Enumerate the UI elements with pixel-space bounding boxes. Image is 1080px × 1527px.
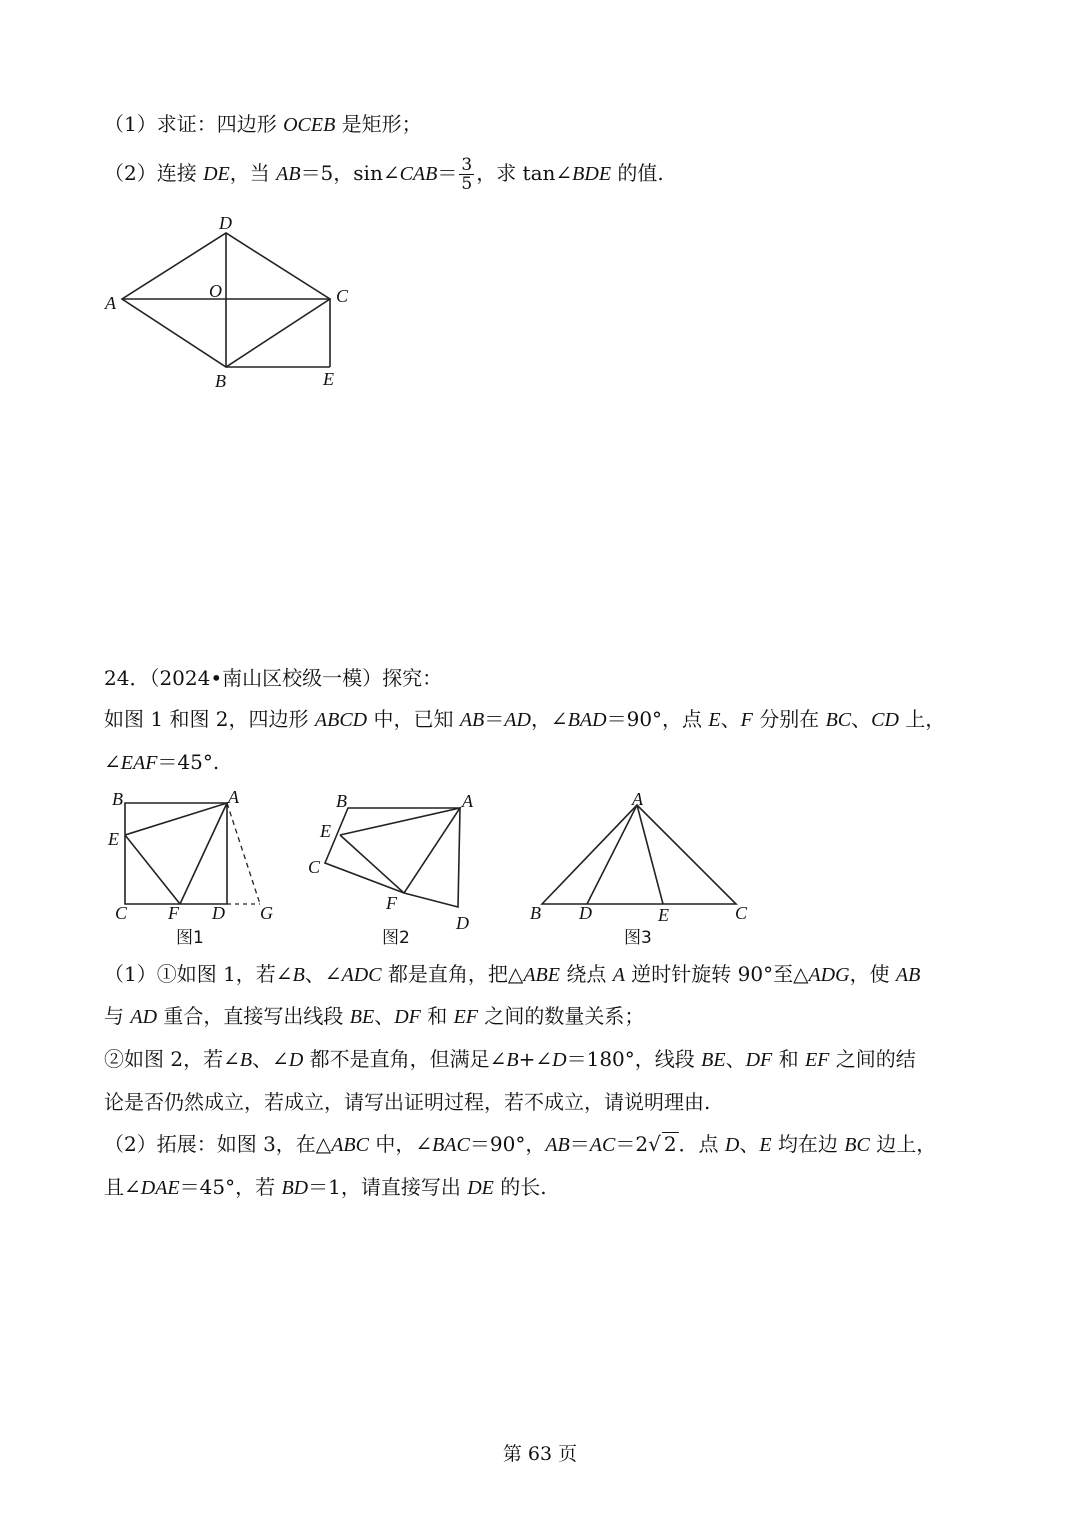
segment-ef bbox=[340, 835, 404, 893]
fig2-label-a: A bbox=[462, 791, 473, 811]
fig3-caption: 图3 bbox=[624, 928, 652, 948]
q24-figure-3 bbox=[520, 785, 760, 950]
fig1-label-b: B bbox=[112, 789, 123, 809]
fraction-three-fifths: $\frac{3}{5}$ bbox=[461, 155, 473, 194]
q24-sub1-line2: 与 AD 重合，直接写出线段 BE、DF 和 EF 之间的数量关系； bbox=[104, 1004, 645, 1028]
fig3-label-d: D bbox=[579, 903, 592, 923]
q24-figure-2 bbox=[300, 785, 490, 950]
fig1-label-e: E bbox=[108, 829, 119, 849]
fig2-label-c: C bbox=[308, 857, 321, 877]
q23-part2: （2）连接 DE，当 AB＝5，sin∠CAB＝ $\frac{3}{5}$ ，求 tan∠BDE 的值. bbox=[104, 155, 664, 194]
q24-intro-line2: ∠EAF＝45°. bbox=[104, 750, 220, 774]
label-o: O bbox=[209, 281, 222, 301]
q23-figure-rhombus bbox=[95, 205, 365, 400]
fig1-caption: 图1 bbox=[176, 928, 204, 948]
triangle-abc bbox=[542, 805, 736, 904]
page-number: 第 63 页 bbox=[502, 1443, 578, 1465]
fig3-label-c: C bbox=[735, 903, 748, 923]
label-d: D bbox=[219, 213, 232, 233]
fig2-label-d: D bbox=[456, 913, 469, 933]
fig2-label-e: E bbox=[320, 821, 331, 841]
q24-header: 24．（2024•南山区校级一模）探究： bbox=[104, 666, 443, 690]
label-b: B bbox=[215, 371, 226, 391]
fig3-label-e: E bbox=[658, 905, 669, 925]
q24-intro-line1: 如图 1 和图 2，四边形 ABCD 中，已知 AB＝AD，∠BAD＝90°，点 E、F 分别在 BC、CD 上， bbox=[104, 707, 946, 731]
segment-ef bbox=[125, 835, 180, 904]
q24-sub2-line2: 且∠DAE＝45°，若 BD＝1，请直接写出 DE 的长. bbox=[104, 1175, 547, 1199]
fig1-label-d: D bbox=[212, 903, 225, 923]
label-a: A bbox=[105, 293, 116, 313]
sqrt-radicand: 2 bbox=[663, 1132, 677, 1156]
q24-sub2-line1: （2）拓展：如图 3，在△ABC 中，∠BAC＝90°，AB＝AC＝2√ 2 ．点 D、E 均在边 BC 边上， bbox=[104, 1132, 937, 1156]
fig2-caption: 图2 bbox=[382, 928, 410, 948]
q24-sub1-line1: （1）①如图 1，若∠B、∠ADC 都是直角，把△ABE 绕点 A 逆时针旋转 90°至△ADG，使 AB bbox=[104, 962, 921, 986]
q23-part1: （1）求证：四边形 OCEB 是矩形； bbox=[104, 112, 422, 136]
label-c: C bbox=[336, 286, 349, 306]
dashed-ag bbox=[227, 803, 260, 904]
fig2-label-f: F bbox=[386, 893, 397, 913]
sqrt-symbol: √ bbox=[648, 1132, 661, 1156]
fig2-label-b: B bbox=[336, 791, 347, 811]
fig3-label-b: B bbox=[530, 903, 541, 923]
segment-ae bbox=[637, 805, 663, 904]
label-e: E bbox=[323, 369, 334, 389]
q24-sub1b-line2: 论是否仍然成立，若成立，请写出证明过程，若不成立，请说明理由. bbox=[104, 1090, 711, 1114]
fig1-label-f: F bbox=[168, 903, 179, 923]
fig1-label-a: A bbox=[228, 787, 239, 807]
q24-figure-1 bbox=[100, 785, 290, 950]
segment-ad bbox=[587, 805, 637, 904]
fig1-label-c: C bbox=[115, 903, 128, 923]
q24-sub1b-line1: ②如图 2，若∠B、∠D 都不是直角，但满足∠B+∠D＝180°，线段 BE、DF 和 EF 之间的结 bbox=[104, 1047, 916, 1071]
fig1-label-g: G bbox=[260, 903, 273, 923]
fig3-label-a: A bbox=[632, 789, 643, 809]
